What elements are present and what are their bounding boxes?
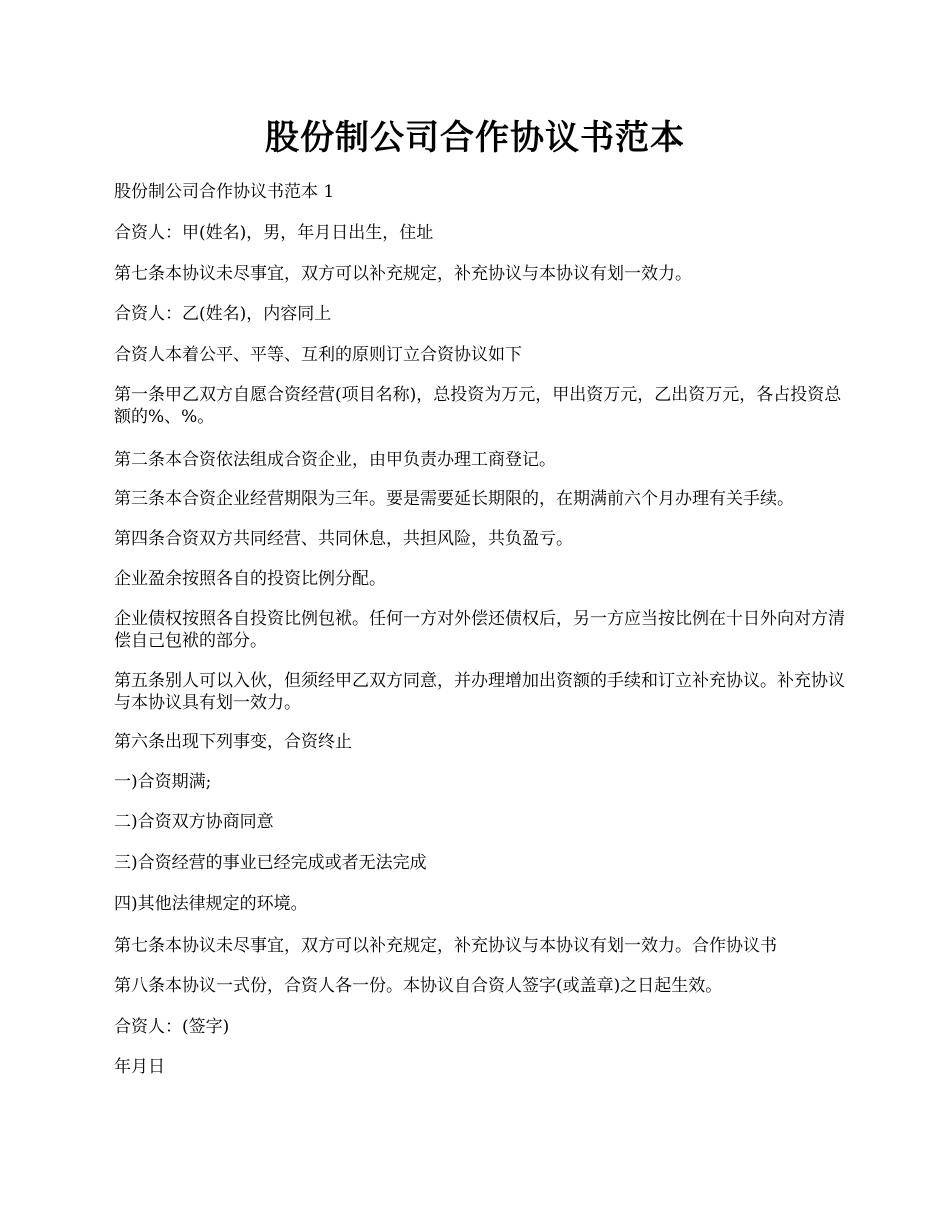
paragraph-21: 年月日 <box>114 1057 165 1077</box>
paragraph-19: 第八条本协议一式份，合资人各一份。本协议自合资人签字(或盖章)之日起生效。 <box>114 976 723 996</box>
paragraph-20: 合资人：(签字) <box>114 1017 230 1037</box>
paragraph-13: 第六条出现下列事变，合资终止 <box>114 732 352 752</box>
document-title: 股份制公司合作协议书范本 <box>265 118 685 158</box>
paragraph-7: 第二条本合资依法组成合资企业，由甲负责办理工商登记。 <box>114 450 556 470</box>
paragraph-4: 合资人：乙(姓名)，内容同上 <box>114 304 332 324</box>
paragraph-1: 股份制公司合作协议书范本 1 <box>114 182 335 202</box>
paragraph-17: 四)其他法律规定的环境。 <box>114 894 308 914</box>
paragraph-12: 第五条别人可以入伙，但须经甲乙双方同意，并办理增加出资额的手续和订立补充协议。补充协议与本协议具有划一效力。 <box>114 671 845 713</box>
paragraph-15: 二)合资双方协商同意 <box>114 812 274 832</box>
paragraph-3: 第七条本协议未尽事宜，双方可以补充规定，补充协议与本协议有划一效力。 <box>114 264 692 284</box>
paragraph-5: 合资人本着公平、平等、互利的原则订立合资协议如下 <box>114 345 522 365</box>
paragraph-16: 三)合资经营的事业已经完成或者无法完成 <box>114 853 427 873</box>
paragraph-11: 企业债权按照各自投资比例包袱。任何一方对外偿还债权后，另一方应当按比例在十日外向对方清偿自己包袱的部分。 <box>114 609 845 651</box>
paragraph-14: 一)合资期满; <box>114 772 212 792</box>
paragraph-10: 企业盈余按照各自的投资比例分配。 <box>114 569 386 589</box>
paragraph-2: 合资人：甲(姓名)，男，年月日出生，住址 <box>114 223 434 243</box>
paragraph-9: 第四条合资双方共同经营、共同休息，共担风险，共负盈亏。 <box>114 529 573 549</box>
paragraph-6: 第一条甲乙双方自愿合资经营(项目名称)，总投资为万元，甲出资万元，乙出资万元，各占投资总额的%、%。 <box>114 385 842 427</box>
paragraph-18: 第七条本协议未尽事宜，双方可以补充规定，补充协议与本协议有划一效力。合作协议书 <box>114 936 777 956</box>
paragraph-8: 第三条本合资企业经营期限为三年。要是需要延长期限的，在期满前六个月办理有关手续。 <box>114 489 794 509</box>
